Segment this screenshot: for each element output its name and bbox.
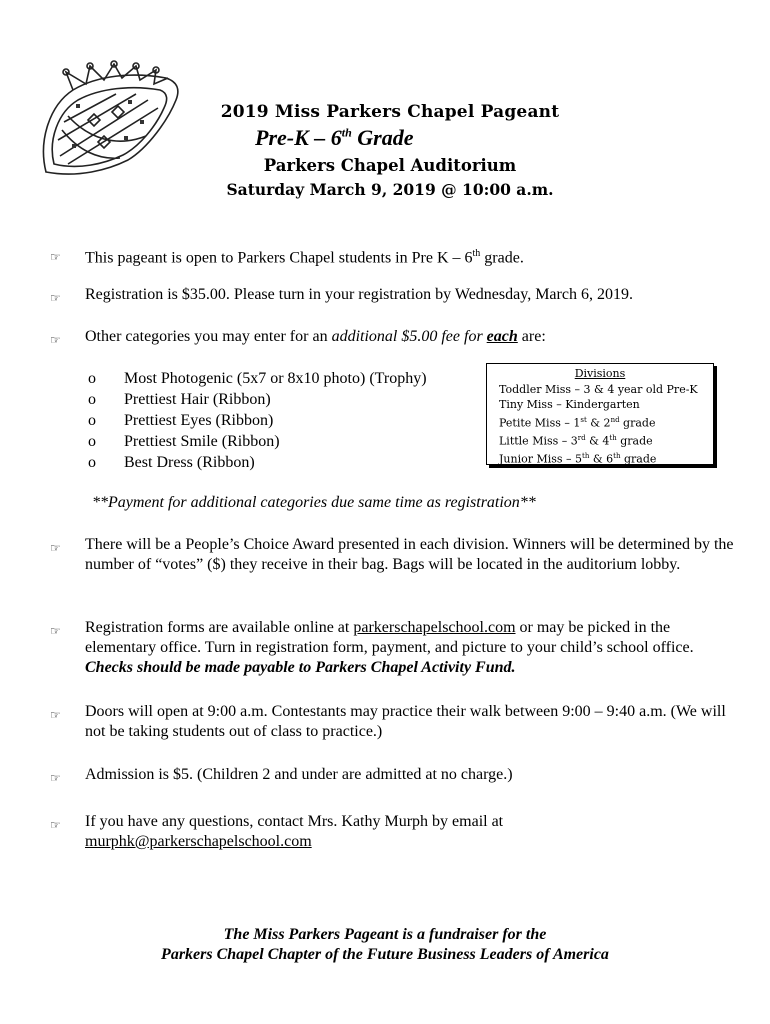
bullet-other-categories: Other categories you may enter for an additional $5.00 fee for each are: xyxy=(85,328,546,345)
payment-note: **Payment for additional categories due same time as registration** xyxy=(92,494,536,511)
pointing-hand-icon: ☞ xyxy=(50,708,61,722)
list-item: o Best Dress (Ribbon) xyxy=(88,454,255,471)
category-list xyxy=(88,368,427,473)
footer-line-2: Parkers Chapel Chapter of the Future Business Leaders of America xyxy=(161,946,609,963)
event-date: Saturday March 9, 2019 @ 10:00 a.m. xyxy=(226,180,554,199)
list-item: o Prettiest Hair (Ribbon) xyxy=(88,391,271,408)
pointing-hand-icon: ☞ xyxy=(50,291,61,305)
footer-line-1: The Miss Parkers Pageant is a fundraiser for the xyxy=(223,926,547,943)
list-item: o Prettiest Eyes (Ribbon) xyxy=(88,412,274,429)
pointing-hand-icon: ☞ xyxy=(50,541,61,555)
pointing-hand-icon: ☞ xyxy=(50,333,61,347)
divisions-title: Divisions xyxy=(574,367,626,380)
bullet-questions: If you have any questions, contact Mrs. Kathy Murph by email at murphk@parkerschapelschool.com xyxy=(85,813,504,850)
pointing-hand-icon: ☞ xyxy=(50,250,61,264)
pointing-hand-icon: ☞ xyxy=(50,624,61,638)
list-item: o Most Photogenic (5x7 or 8x10 photo) (Trophy) xyxy=(88,370,427,387)
bullet-registration-fee: Registration is $35.00. Please turn in your registration by Wednesday, March 6, 2019. xyxy=(85,286,633,303)
contact-email-link[interactable]: murphk@parkerschapelschool.com xyxy=(85,833,312,850)
venue: Parkers Chapel Auditorium xyxy=(263,156,517,175)
list-item: o Prettiest Smile (Ribbon) xyxy=(88,433,280,450)
bullet-peoples-choice: There will be a People’s Choice Award presented in each division. Winners will be determined by the number of “votes” ($) they receive in their bag. Bags will be located in the auditorium lobby. xyxy=(85,536,734,573)
division-tiny: Tiny Miss – Kindergarten xyxy=(499,398,640,411)
bullet-registration-forms: Registration forms are available online at parkerschapelschool.com or may be picked in the elementary office. Turn in registration form, payment, and picture to your child’s school office. Checks should be made payable to Parkers Chapel Activity Fund. xyxy=(85,619,694,676)
division-toddler: Toddler Miss – 3 & 4 year old Pre-K xyxy=(499,382,698,396)
bullet-admission: Admission is $5. (Children 2 and under are admitted at no charge.) xyxy=(85,766,513,783)
pointing-hand-icon: ☞ xyxy=(50,771,61,785)
bullet-eligibility: This pageant is open to Parkers Chapel students in Pre K – 6th grade. xyxy=(85,248,524,267)
pointing-hand-icon: ☞ xyxy=(50,818,61,832)
crown-icon xyxy=(28,60,188,190)
divisions-box xyxy=(486,363,714,465)
bullet-doors-open: Doors will open at 9:00 a.m. Contestants may practice their walk between 9:00 – 9:40 a.m. (We will not be taking students out of class to practice.) xyxy=(85,703,726,740)
school-website-link[interactable]: parkerschapelschool.com xyxy=(353,619,516,636)
division-petite: Petite Miss – 1st & 2nd grade xyxy=(499,415,656,430)
division-junior: Junior Miss – 5th & 6th grade xyxy=(499,451,657,466)
division-little: Little Miss – 3rd & 4th grade xyxy=(499,433,653,448)
event-title: 2019 Miss Parkers Chapel Pageant xyxy=(220,102,560,122)
grade-range: Pre-K – 6th Grade xyxy=(255,125,414,150)
